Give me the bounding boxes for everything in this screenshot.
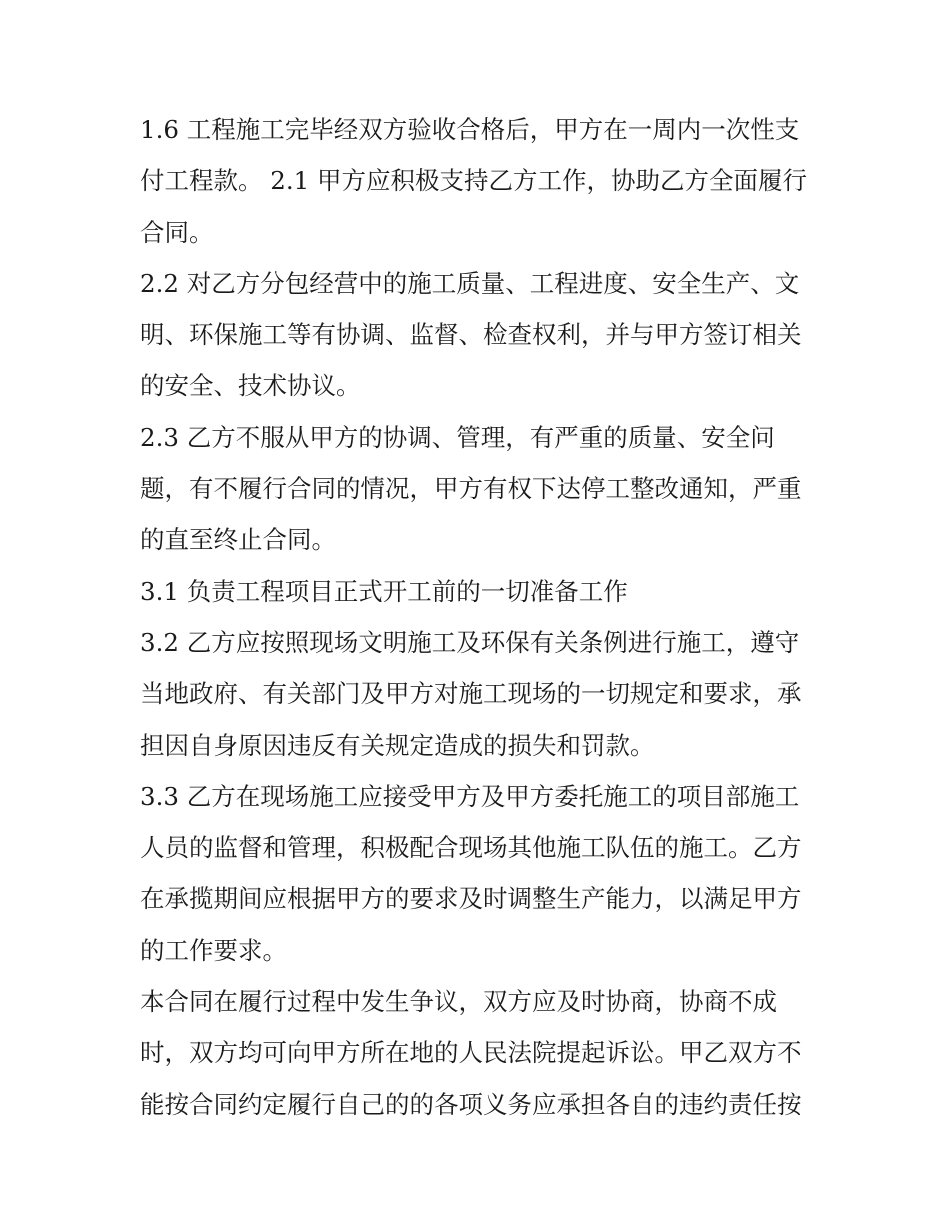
clause-1-6-and-2-1: 1.6 工程施工完毕经双方验收合格后，甲方在一周内一次性支付工程款。 2.1 甲方应积极支持乙方工作，协助乙方全面履行合同。	[140, 115, 808, 247]
clause-3-1: 3.1 负责工程项目正式开工前的一切准备工作	[140, 576, 628, 606]
document-body	[140, 104, 820, 1130]
clause-2-3: 2.3 乙方不服从甲方的协调、管理，有严重的质量、安全问题，有不履行合同的情况，甲方有权下达停工整改通知，严重的直至终止合同。	[140, 422, 802, 555]
clause-2-2: 2.2 对乙方分包经营中的施工质量、工程进度、安全生产、文明、环保施工等有协调、监督、检查权利，并与甲方签订相关的安全、技术协议。	[140, 268, 802, 401]
clause-3-2: 3.2 乙方应按照现场文明施工及环保有关条例进行施工，遵守当地政府、有关部门及甲方对施工现场的一切规定和要求，承担因自身原因违反有关规定造成的损失和罚款。	[140, 627, 802, 760]
dispute-clause: 本合同在履行过程中发生争议，双方应及时协商，协商不成时，双方均可向甲方所在地的人民法院提起诉讼。甲乙双方不能按合同约定履行自己的的各项义务应承担各自的违约责任按	[140, 987, 802, 1119]
clause-3-3: 3.3 乙方在现场施工应接受甲方及甲方委托施工的项目部施工人员的监督和管理，积极配合现场其他施工队伍的施工。乙方在承揽期间应根据甲方的要求及时调整生产能力，以满足甲方的工作要求。	[140, 781, 802, 965]
